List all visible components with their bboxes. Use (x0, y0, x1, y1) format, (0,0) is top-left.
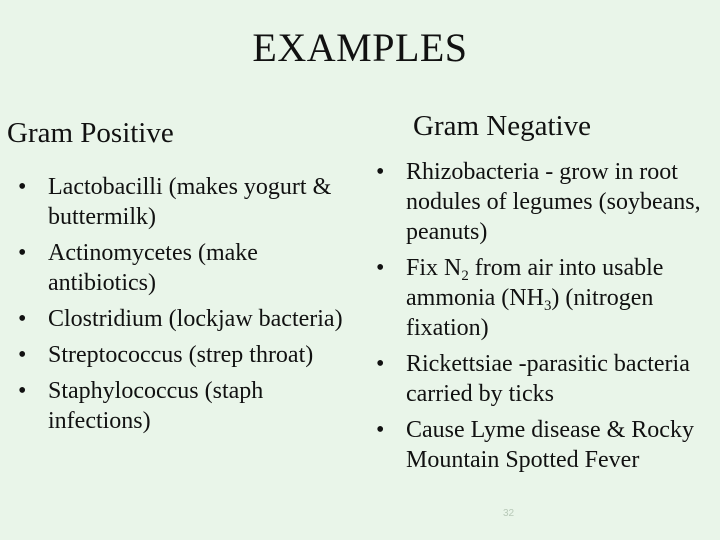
bullet-icon: • (18, 306, 27, 332)
list-item-text: Clostridium (lockjaw bacteria) (48, 306, 343, 332)
list-item (18, 376, 368, 436)
gram-positive-heading: Gram Positive (7, 117, 174, 149)
list-item-text: Staphylococcus (staph infections) (48, 378, 264, 434)
list-item (18, 172, 368, 232)
list-item (18, 340, 368, 370)
list-item-text: Lactobacilli (makes yogurt & buttermilk) (48, 174, 332, 230)
slide-number: 32 (503, 508, 515, 519)
list-item-text: Actinomycetes (make antibiotics) (48, 240, 258, 296)
gram-positive-list (18, 172, 368, 436)
bullet-icon: • (376, 159, 385, 185)
list-item (376, 415, 706, 475)
gram-negative-heading: Gram Negative (413, 110, 591, 142)
list-item (376, 157, 706, 247)
subscript-2: 2 (461, 268, 469, 285)
list-item (18, 304, 368, 334)
list-item (376, 349, 706, 409)
bullet-icon: • (18, 378, 27, 404)
ammonia-text: from air into usable ammonia (NH (406, 255, 664, 311)
nitrogen-text: Fix N (406, 255, 462, 281)
bullet-icon: • (18, 240, 27, 266)
list-item-text: Cause Lyme disease & Rocky Mountain Spotted Fever (406, 417, 694, 473)
subscript-3: 3 (543, 298, 552, 315)
bullet-icon: • (376, 417, 385, 443)
slide-title: EXAMPLES (252, 25, 468, 70)
list-item-text: Rhizobacteria - grow in root nodules of legumes (soybeans, peanuts) (406, 159, 701, 245)
fixation-text: ) (nitrogen fixation) (406, 285, 654, 341)
list-item-text: Streptococcus (strep throat) (48, 342, 314, 368)
bullet-icon: • (18, 342, 27, 368)
bullet-icon: • (376, 255, 385, 281)
bullet-icon: • (376, 351, 385, 377)
list-item-text (406, 253, 706, 343)
bullet-icon: • (18, 174, 27, 200)
gram-negative-list (376, 157, 706, 475)
list-item (376, 253, 706, 343)
list-item (18, 238, 368, 298)
list-item-text: Rickettsiae -parasitic bacteria carried by ticks (406, 351, 690, 407)
